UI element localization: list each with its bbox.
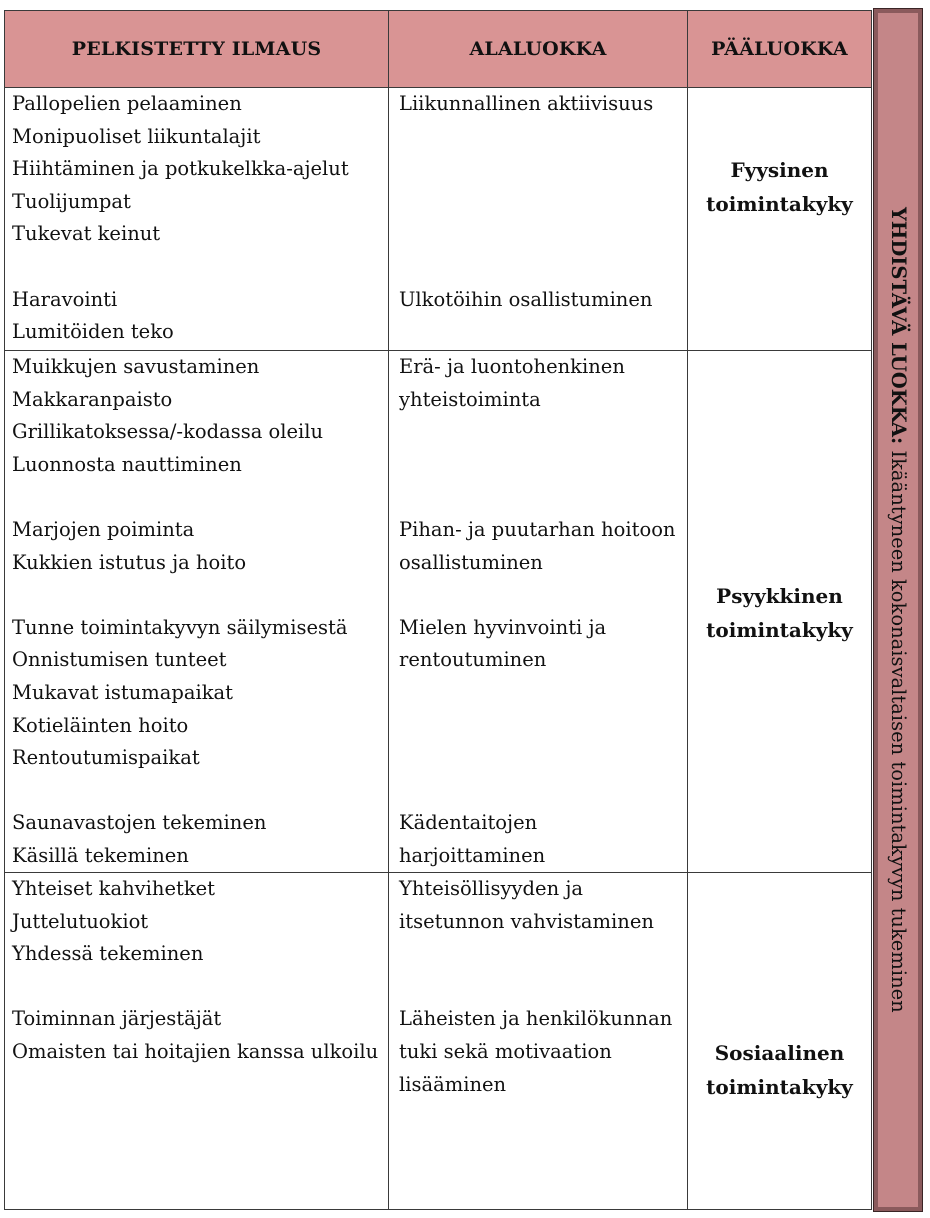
- column-divider-1: [388, 10, 389, 1210]
- unifying-category-label: [877, 60, 919, 1160]
- unifying-category-title: YHDISTÄVÄ LUOKKA:: [887, 207, 910, 445]
- section-3-expressions: Yhteiset kahvihetket Juttelutuokiot Yhdessä tekeminen Toiminnan järjestäjät Omaisten tai hoitajien kanssa ulkoilu: [12, 877, 379, 1063]
- section-3-subcategories: Yhteisöllisyyden ja itsetunnon vahvistaminen Läheisten ja henkilökunnan tuki sekä motivaation lisääminen: [399, 877, 673, 1096]
- header-pelkistetty-ilmaus: PELKISTETTY ILMAUS: [5, 11, 388, 87]
- section-1-expressions: Pallopelien pelaaminen Monipuoliset liikuntalajit Hiihtäminen ja potkukelkka-ajelut Tuolijumpat Tukevat keinut Haravointi Lumitöiden teko: [12, 92, 349, 344]
- header-paaluokka: PÄÄLUOKKA: [688, 11, 871, 87]
- section-2-expressions: Muikkujen savustaminen Makkaranpaisto Grillikatoksessa/-kodassa oleilu Luonnosta nauttiminen Marjojen poiminta Kukkien istutus ja hoito Tunne toimintakyvyn säilymisestä Onnistumisen tunteet Mukavat istumapaikat Kotieläinten hoito Rentoutumispaikat Saunavastojen tekeminen Käsillä tekeminen: [12, 355, 348, 867]
- header-alaluokka: ALALUOKKA: [389, 11, 687, 87]
- section-1-subcategories: Liikunnallinen aktiivisuus Ulkotöihin osallistuminen: [399, 92, 654, 311]
- section-3-main-category: Sosiaalinen toimintakyky: [706, 1041, 853, 1099]
- section-2-main-category: Psyykkinen toimintakyky: [706, 584, 853, 642]
- section-1-main-category: Fyysinen toimintakyky: [706, 158, 853, 216]
- section-2-subcategories: Erä- ja luontohenkinen yhteistoiminta Pihan- ja puutarhan hoitoon osallistuminen Mielen hyvinvointi ja rentoutuminen Kädentaitojen harjoittaminen: [399, 355, 676, 867]
- unifying-category-text: Ikääntyneen kokonaisvaltaisen toimintakyvyn tukeminen: [887, 444, 910, 1013]
